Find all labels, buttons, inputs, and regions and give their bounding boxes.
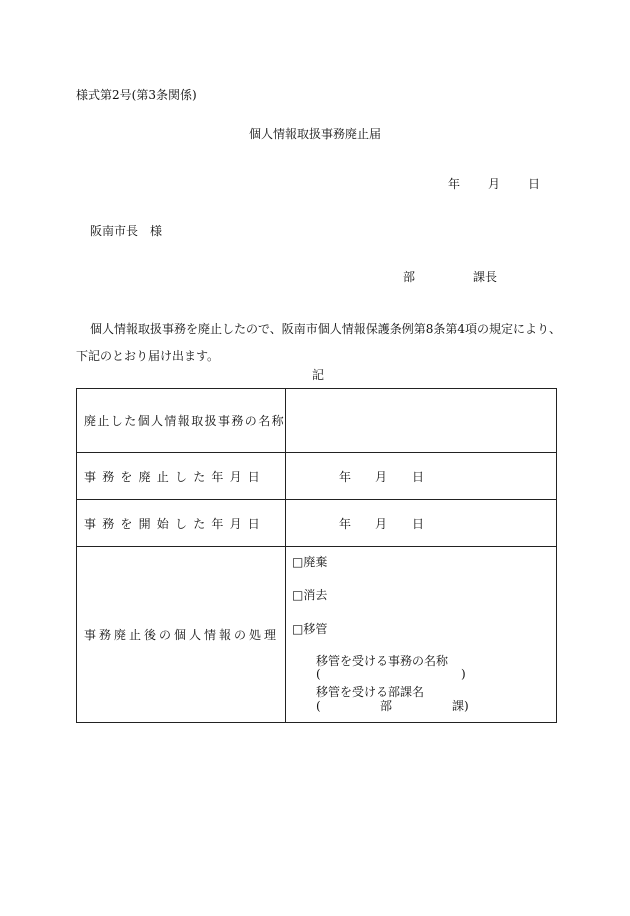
day-label: 日 (412, 517, 425, 531)
table-row (77, 500, 557, 547)
abolish-date-label: 事務を廃止した年月日 (77, 453, 286, 500)
table-row (77, 453, 557, 500)
table-row (77, 389, 557, 453)
transfer-task-open: ( (316, 667, 321, 681)
section-chief-label: 課長 (473, 270, 498, 284)
task-name-label: 廃止した個人情報取扱事務の名称 (77, 389, 286, 453)
start-date-field[interactable] (286, 500, 557, 547)
form-table (76, 388, 557, 723)
disposal-options (286, 547, 557, 723)
document-title: 個人情報取扱事務廃止届 (248, 127, 381, 141)
option-erase[interactable]: □消去 (292, 588, 328, 602)
transfer-task-close: ) (461, 667, 466, 681)
month-label: 月 (375, 470, 388, 484)
date-year-label: 年 (448, 177, 461, 191)
table-row (77, 547, 557, 723)
form-number: 様式第2号(第3条関係) (76, 88, 197, 102)
dept-label: 部 (403, 270, 416, 284)
addressee: 阪南市長 様 (90, 224, 163, 238)
abolish-date-field[interactable] (286, 453, 557, 500)
transfer-dept-bu: 部 (380, 699, 393, 713)
option-dispose[interactable]: □廃棄 (292, 555, 328, 569)
month-label: 月 (375, 517, 388, 531)
disposal-label: 事務廃止後の個人情報の処理 (77, 547, 286, 723)
transfer-dept-ka-close: 課) (452, 699, 469, 713)
submission-date (448, 178, 540, 190)
option-transfer[interactable]: □移管 (292, 622, 328, 636)
submitter-dept (403, 271, 497, 283)
date-month-label: 月 (488, 177, 501, 191)
date-day-label: 日 (528, 177, 541, 191)
task-name-field[interactable] (286, 389, 557, 453)
year-label: 年 (339, 517, 352, 531)
transfer-task-label: 移管を受ける事務の名称 (316, 654, 449, 668)
transfer-dept-open: ( (316, 699, 321, 713)
body-paragraph-line2: 下記のとおり届け出ます。 (76, 349, 220, 363)
start-date-label: 事務を開始した年月日 (77, 500, 286, 547)
body-paragraph-line1: 個人情報取扱事務を廃止したので、阪南市個人情報保護条例第8条第4項の規定により、 (90, 322, 562, 336)
day-label: 日 (412, 470, 425, 484)
transfer-dept-label: 移管を受ける部課名 (316, 685, 425, 699)
year-label: 年 (339, 470, 352, 484)
ki-heading: 記 (312, 368, 325, 382)
